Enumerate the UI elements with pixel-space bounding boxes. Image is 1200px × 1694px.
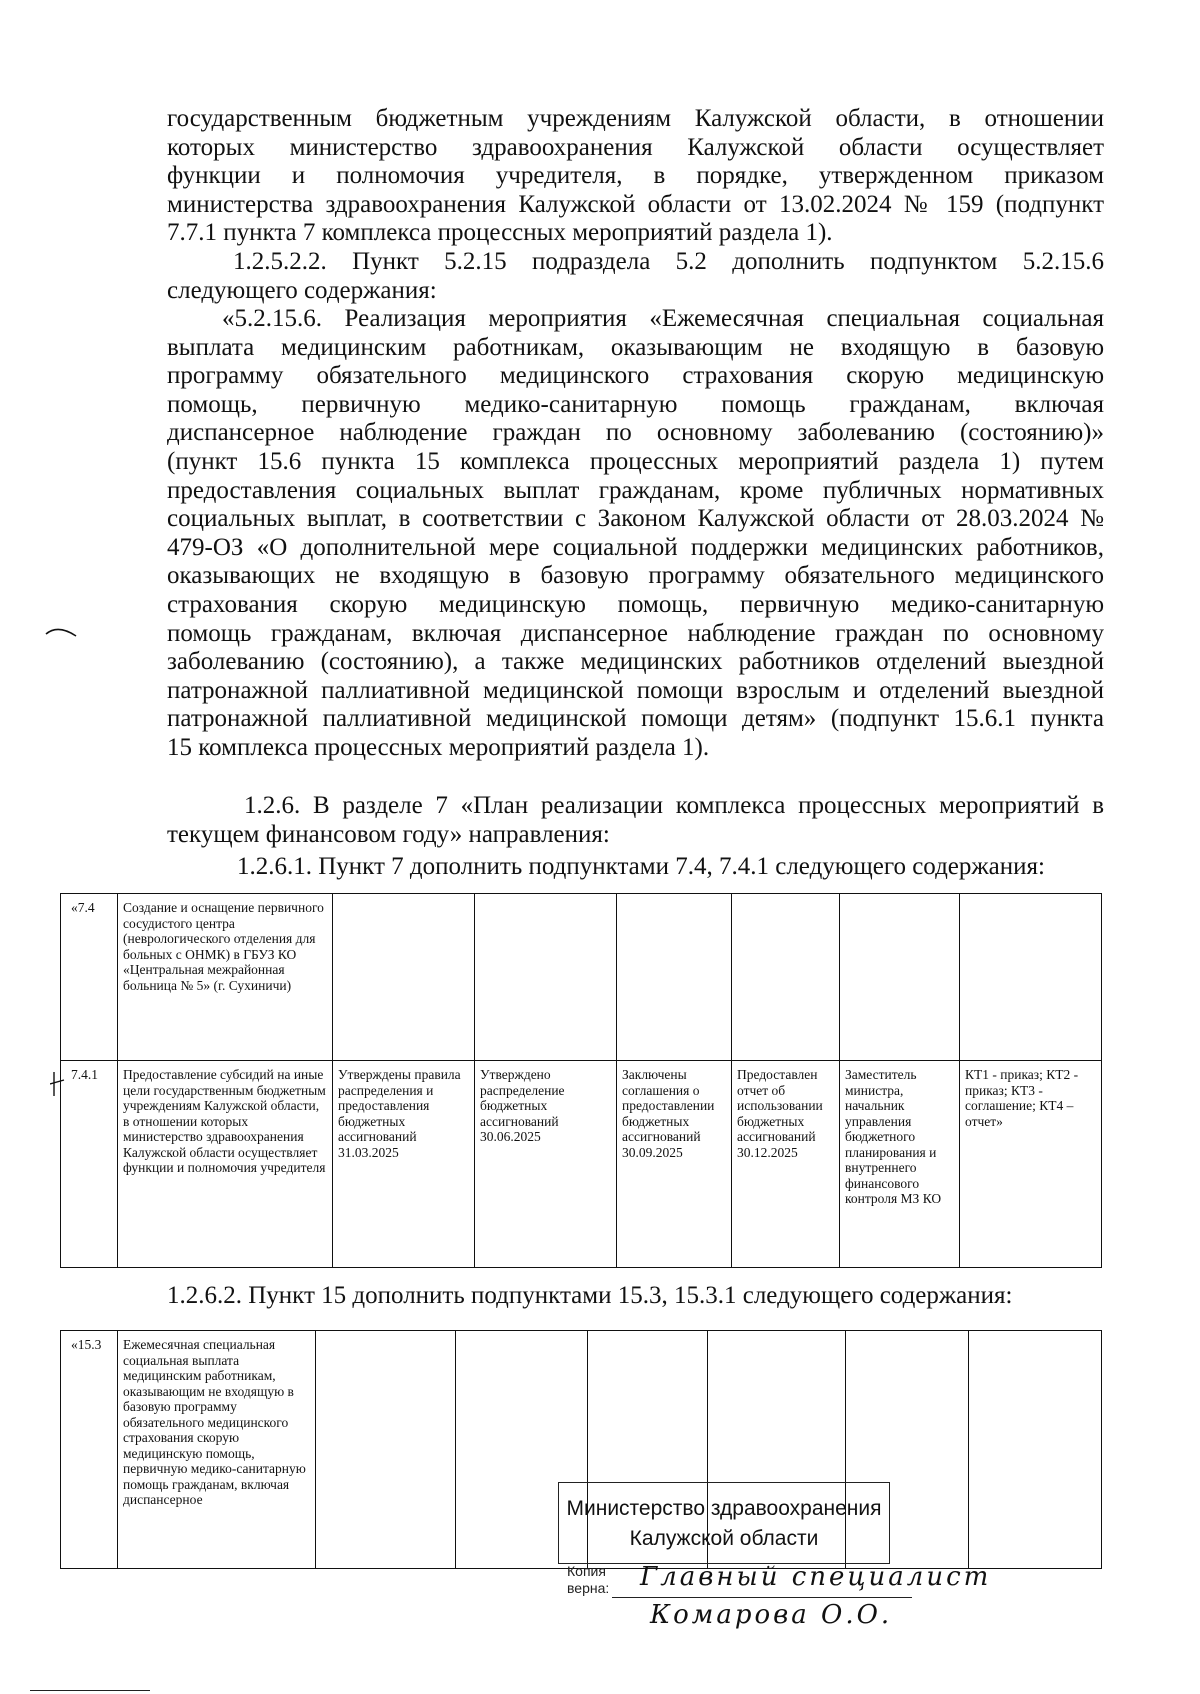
text-line: министерства здравоохранения Калужской области от 13.02.2024 № 159 (подпункт	[167, 190, 1104, 218]
text-line: диспансерное наблюдение граждан по основному заболеванию (состоянию)»	[167, 419, 1104, 447]
table-cell	[617, 894, 732, 1061]
verified-label: верна:	[567, 1580, 610, 1596]
paragraph	[167, 248, 1104, 305]
signature-title: Главный специалист	[640, 1562, 992, 1592]
paragraph	[167, 792, 1104, 849]
paragraph	[167, 305, 1104, 763]
table-cell	[969, 1331, 1102, 1569]
text-line: 1.2.6.1. Пункт 7 дополнить подпунктами 7.4, 7.4.1 следующего содержания:	[237, 853, 1045, 880]
text-line: 15 комплекса процессных мероприятий раздела 1).	[167, 733, 710, 761]
table-cell: Заместитель министра, начальник управления бюджетного планирования и внутреннего финансового контроля МЗ КО	[840, 1061, 960, 1268]
plan-table-item-7	[60, 893, 1102, 1268]
table-cell	[333, 894, 475, 1061]
table-cell: Утверждены правила распределения и предоставления бюджетных ассигнований 31.03.2025	[333, 1061, 475, 1268]
table-cell	[316, 1331, 456, 1569]
text-line: государственным бюджетным учреждениям Калужской области, в отношении	[167, 105, 1104, 132]
table-cell: Предоставление субсидий на иные цели государственным бюджетным учреждениям Калужской области, в отношении которых министерство здравоохранения Калужской области осуществляет функции и полномочия учредителя	[118, 1061, 333, 1268]
text-line: помощь, первичную медико-санитарную помощь гражданам, включая	[167, 390, 1104, 418]
item-number-cell: «7.4	[61, 894, 118, 1061]
text-line: программу обязательного медицинского страхования скорую медицинскую	[167, 362, 1104, 390]
table-row	[61, 1061, 1102, 1268]
table-cell	[840, 894, 960, 1061]
signature-underline	[612, 1597, 912, 1598]
table-cell	[732, 894, 840, 1061]
paragraph	[167, 853, 1104, 882]
text-line: (пункт 15.6 пункта 15 комплекса процессных мероприятий раздела 1) путем	[167, 447, 1104, 475]
table-cell	[960, 894, 1102, 1061]
text-line: функции и полномочия учредителя, в порядке, утвержденном приказом	[167, 162, 1104, 190]
table-cell: Утверждено распределение бюджетных ассигнований 30.06.2025	[475, 1061, 617, 1268]
text-line: социальных выплат, в соответствии с Законом Калужской области от 28.03.2024 №	[167, 505, 1104, 533]
table-row	[61, 894, 1102, 1061]
stamp-region-name: Калужской области	[629, 1527, 819, 1550]
table-cell: Создание и оснащение первичного сосудистого центра (неврологического отделения для больных с ОНМК) в ГБУЗ КО «Центральная межрайонная больница № 5» (г. Сухиничи)	[118, 894, 333, 1061]
text-line: 7.7.1 пункта 7 комплекса процессных мероприятий раздела 1).	[167, 219, 833, 247]
text-line: оказывающих не входящую в базовую программу обязательного медицинского	[167, 562, 1104, 590]
table-cell: КТ1 - приказ; КТ2 - приказ; КТ3 - соглашение; КТ4 – отчет»	[960, 1061, 1102, 1268]
margin-mark-icon	[44, 622, 80, 642]
table-cell: Ежемесячная специальная социальная выплата медицинским работникам, оказывающим не входящую в базовую программу обязательного медицинского страхования скорую медицинскую помощь, первичную медико-санитарную помощь гражданам, включая диспансерное	[118, 1331, 316, 1569]
text-line: помощь гражданам, включая диспансерное наблюдение граждан по основному	[167, 619, 1104, 647]
paragraph	[167, 1282, 1104, 1311]
text-line: 1.2.6. В разделе 7 «План реализации комплекса процессных мероприятий в	[244, 792, 1104, 819]
text-line: патронажной паллиативной медицинской помощи взрослым и отделений выездной	[167, 676, 1104, 704]
copy-label: Копия	[567, 1563, 606, 1579]
text-line: 1.2.5.2.2. Пункт 5.2.15 подраздела 5.2 дополнить подпунктом 5.2.15.6	[233, 248, 1104, 275]
item-number-cell: 7.4.1	[61, 1061, 118, 1268]
table-cell: Предоставлен отчет об использовании бюджетных ассигнований 30.12.2025	[732, 1061, 840, 1268]
table-cell	[475, 894, 617, 1061]
item-number-cell: «15.3	[61, 1331, 118, 1569]
signature-name: Комарова О.О.	[650, 1600, 893, 1630]
text-line: «5.2.15.6. Реализация мероприятия «Ежемесячная специальная социальная	[222, 305, 1104, 332]
table-cell: Заключены соглашения о предоставлении бюджетных ассигнований 30.09.2025	[617, 1061, 732, 1268]
certification-stamp	[558, 1482, 890, 1564]
text-line: патронажной паллиативной медицинской помощи детям» (подпункт 15.6.1 пункта	[167, 705, 1104, 733]
margin-tick-icon	[50, 1070, 70, 1100]
paragraph	[167, 105, 1104, 248]
text-line: которых министерство здравоохранения Калужской области осуществляет	[167, 133, 1104, 161]
text-line: страхования скорую медицинскую помощь, первичную медико-санитарную	[167, 590, 1104, 618]
text-line: заболеванию (состоянию), а также медицинских работников отделений выездной	[167, 648, 1104, 676]
text-line: 1.2.6.2. Пункт 15 дополнить подпунктами 15.3, 15.3.1 следующего содержания:	[167, 1282, 1013, 1309]
text-line: 479-ОЗ «О дополнительной мере социальной поддержки медицинских работников,	[167, 533, 1104, 561]
text-line: следующего содержания:	[167, 276, 437, 304]
text-line: текущем финансовом году» направления:	[167, 820, 610, 848]
text-line: предоставления социальных выплат гражданам, кроме публичных нормативных	[167, 476, 1104, 504]
text-line: выплата медицинским работникам, оказывающим не входящую в базовую	[167, 333, 1104, 361]
footer-rule	[30, 1690, 150, 1691]
stamp-ministry-name: Министерство здравоохранения	[566, 1497, 882, 1520]
